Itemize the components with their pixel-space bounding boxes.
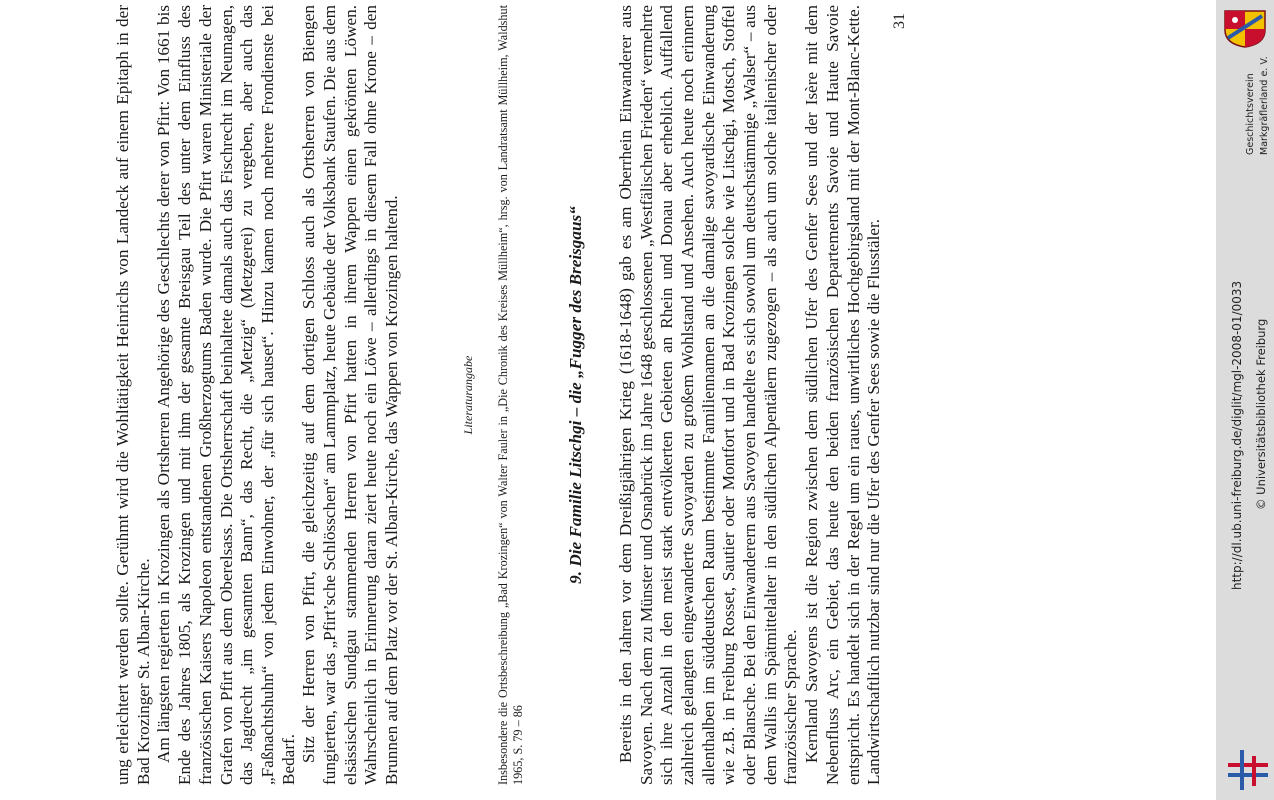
literature-reference: Insbesondere die Ortsbeschreibung „Bad Krozingen“ von Walter Fauler in „Die Chronik des Kreises Müllheim“, hrsg. von Landratsamt Müllheim, Waldshut 1965, S. 79 – 86: [495, 5, 525, 785]
chapter-heading: 9. Die Familie Litschgi – die „Fugger des Breisgaus“: [565, 206, 585, 584]
copyright-text: © Universitätsbibliothek Freiburg: [1254, 318, 1268, 510]
paragraph-sitz: Sitz der Herren von Pfirt, die gleichzeitig auf dem dortigen Schloss auch als Ortsherren von Biengen fungierten, war das „Pfirt’sche Schlösschen“ am Lammplatz, heute Gebäude der Volksbank Staufen. Die aus dem elsässischen Sundgau stammenden Herren von Pfirt hatten in ihrem Wappen einen gekrönten Löwen. Wahrscheinlich in Erinnerung daran ziert heute noch ein Löwe – allerdings in diesem Fall ohne Krone – den Brunnen auf dem Platz vor der St. Alban-Kirche, das Wappen von Krozingen haltend.: [299, 5, 402, 785]
paragraph-einwanderer: Bereits in den Jahren vor dem Dreißigjährigen Krieg (1618-1648) gab es am Oberrhein Einwanderer aus Savoyen. Nach dem zu Münster und Osnabrück im Jahre 1648 geschlossenen „Westfälischen Frieden“ vermehrte sich ihre Anzahl in den meist stark entvölkerten Gebieten an Rhein und Donau aber erheblich. Auffallend zahlreich gelangten eingewanderte Savoyarden zu großem Wohlstand und Ansehen. Auch heute noch erinnern allenthalben im süddeutschen Raum bestimmte Familiennamen an die damalige savoyardische Einwanderung wie z.B. in Freiburg Rosset, Sautier oder Montfort und in Bad Krozingen solche wie Litschgi, Motsch, Stoffel oder Blansche. Bei den Einwanderern aus Savoyen handelte es sich sowohl um deutschstämmige „Walser“ – aus dem Wallis im Spätmittelalter in den südlichen Alpentälern zugezogen – als auch um solche italienischer oder französischer Sprache.: [615, 5, 801, 785]
paragraph-kernland: Kernland Savoyens ist die Region zwischen dem südlichen Ufer des Genfer Sees und der Isère mit dem Nebenfluss Arc, ein Gebiet, das heute den beiden französischen Departements Savoie und Haute Savoie entspricht. Es handelt sich in der Regel um ein raues, unwirtliches Hochgebirgsland mit der Mont-Blanc-Kette. Landwirtschaftlich nutzbar sind nur die Ufer des Genfer Sees sowie die Flusstäler.: [802, 5, 884, 785]
paragraph-pfirt: Am längsten regierten in Krozingen als Ortsherren Angehörige des Geschlechts derer von Pfirt: Von 1661 bis Ende des Jahres 1805, als Krozingen und mit ihm der gesamte Breisgau Teil des unter dem Einfluss des französischen Kaisers Napoleon entstandenen Großherzogtums Baden wurde. Die Pfirt waren Ministeriale der Grafen von Pfirt aus dem Oberelsass. Die Ortsherrschaft beinhaltete damals auch das Fischrecht im Neumagen, das Jagdrecht „im gesamten Bann“, das Recht, die „Metzig“ (Metzgerei) zu vergeben, aber auch das „Faßnachtshuhn“ von jedem Einwohner, der „für sich hauset“. Hinzu kamen noch mehrere Frondienste bei Bedarf.: [154, 5, 298, 785]
literature-heading: Literaturangabe: [460, 355, 475, 435]
coat-of-arms-icon: [1222, 8, 1268, 48]
organization-name-line1: Geschichtsverein: [1245, 73, 1256, 155]
university-library-logo-icon: [1226, 748, 1270, 792]
source-url-link[interactable]: http://dl.ub.uni-freiburg.de/diglit/mgl-2008-01/0033: [1230, 280, 1244, 590]
paragraph-continuation: ung erleichtert werden sollte. Gerühmt wird die Wohltätigkeit Heinrichs von Landeck auf einem Epitaph in der Bad Krozinger St. Alban-Kirche.: [113, 5, 153, 785]
organization-name-line2: Markgräflerland e. V.: [1259, 56, 1270, 155]
page-number: 31: [890, 13, 908, 29]
rotated-page-content: [113, 5, 1143, 785]
